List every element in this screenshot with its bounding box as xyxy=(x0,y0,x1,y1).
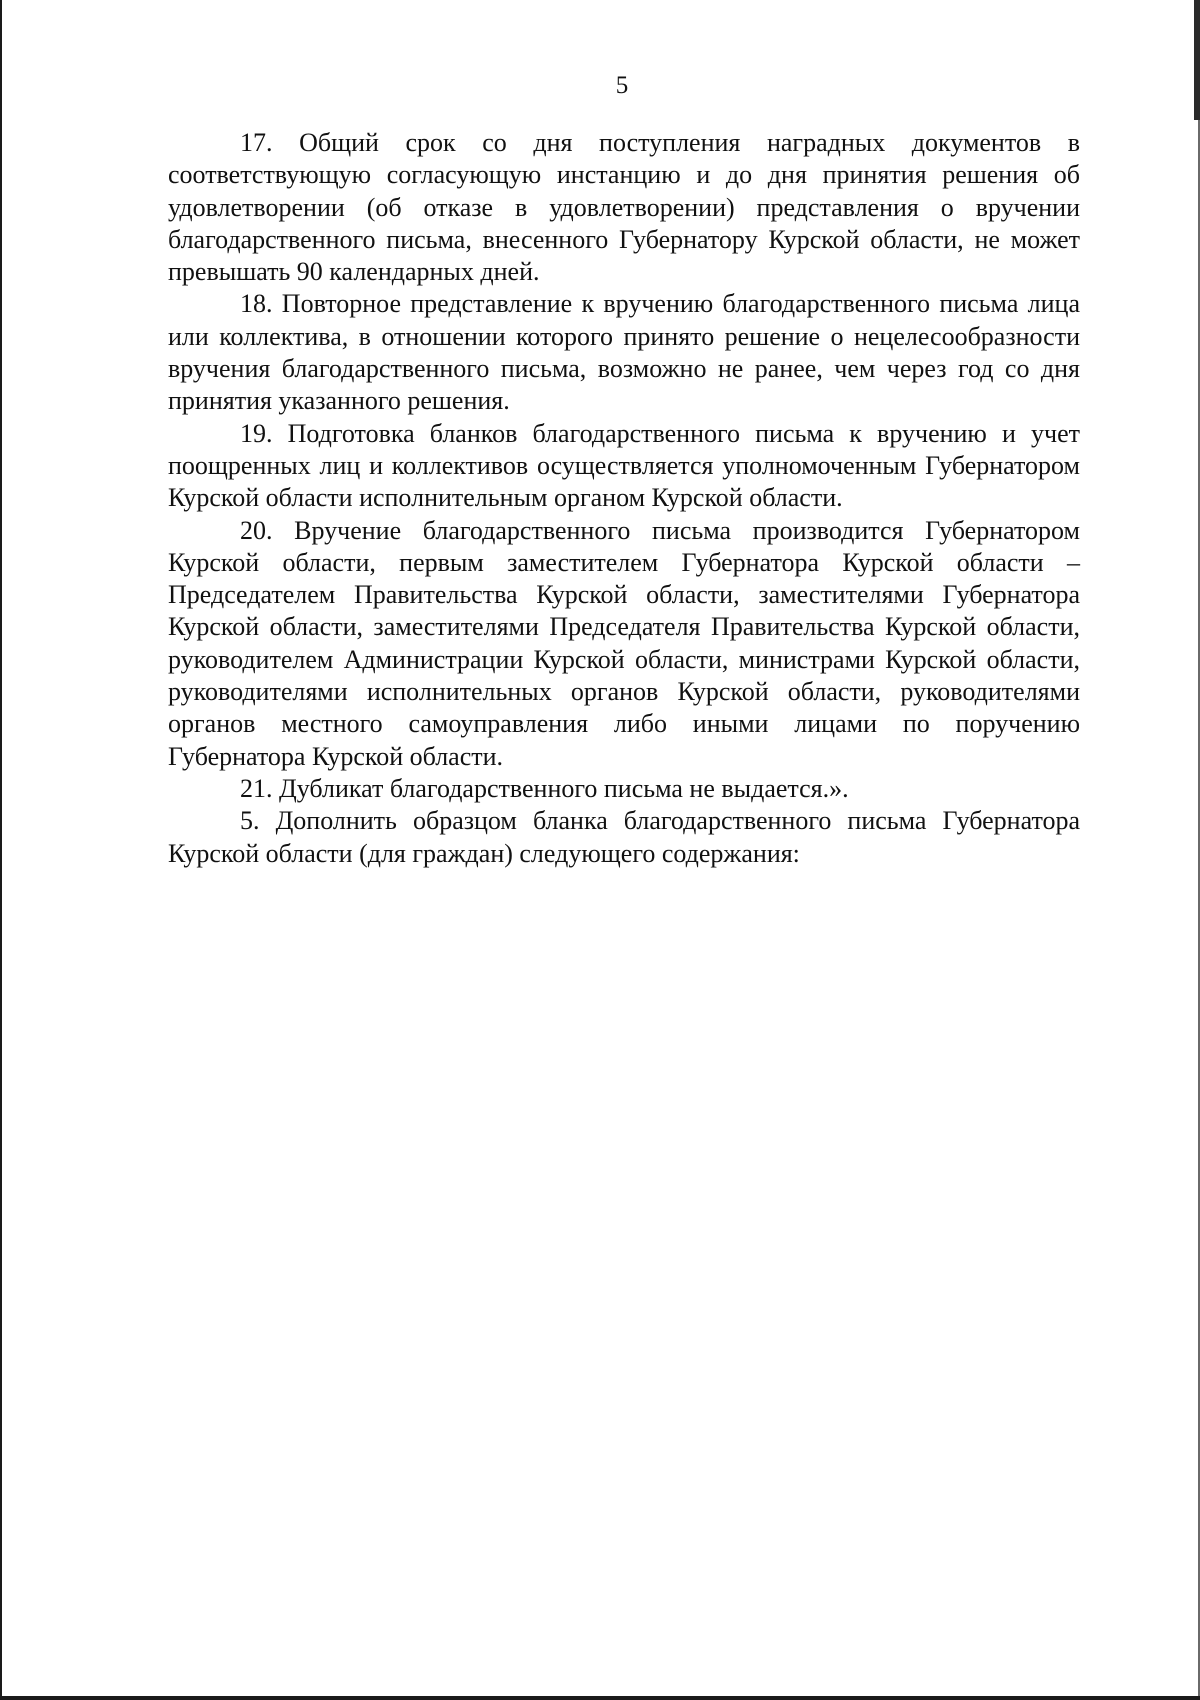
page-number: 5 xyxy=(615,72,629,99)
paragraph-18: 18. Повторное представление к вручению благодарственного письма лица или коллектива, в отношении которого принято решение о нецелесообразности вручения благодарственного письма, возможно не ранее, чем через год со дня принятия указанного решения. xyxy=(168,289,1080,416)
scan-border-bottom xyxy=(0,1696,1200,1700)
paragraph-amendment-5: 5. Дополнить образцом бланка благодарственного письма Губернатора Курской области (для граждан) следующего содержания: xyxy=(168,806,1080,868)
scan-border-right-shadow xyxy=(1194,0,1200,120)
paragraph-20: 20. Вручение благодарственного письма производится Губернатором Курской области, первым заместителем Губернатора Курской области – Председателем Правительства Курской области, заместителями Губернатора Курской области, заместителями Председателя Правительства Курской области, руководителем Администрации Курской области, министрами Курской области, руководителями исполнительных органов Курской области, руководителями органов местного самоуправления либо иными лицами по поручению Губернатора Курской области. xyxy=(168,515,1080,771)
document-body xyxy=(168,127,1080,870)
scan-border-left xyxy=(0,0,2,1700)
paragraph-21: 21. Дубликат благодарственного письма не выдается.». xyxy=(240,773,849,803)
paragraph-17: 17. Общий срок со дня поступления наградных документов в соответствующую согласующую инстанцию и до дня принятия решения об удовлетворении (об отказе в удовлетворении) представления о вручении благодарственного письма, внесенного Губернатору Курской области, не может превышать 90 календарных дней. xyxy=(168,128,1080,287)
paragraph-19: 19. Подготовка бланков благодарственного письма к вручению и учет поощренных лиц и коллективов осуществляется уполномоченным Губернатором Курской области исполнительным органом Курской области. xyxy=(168,418,1080,513)
